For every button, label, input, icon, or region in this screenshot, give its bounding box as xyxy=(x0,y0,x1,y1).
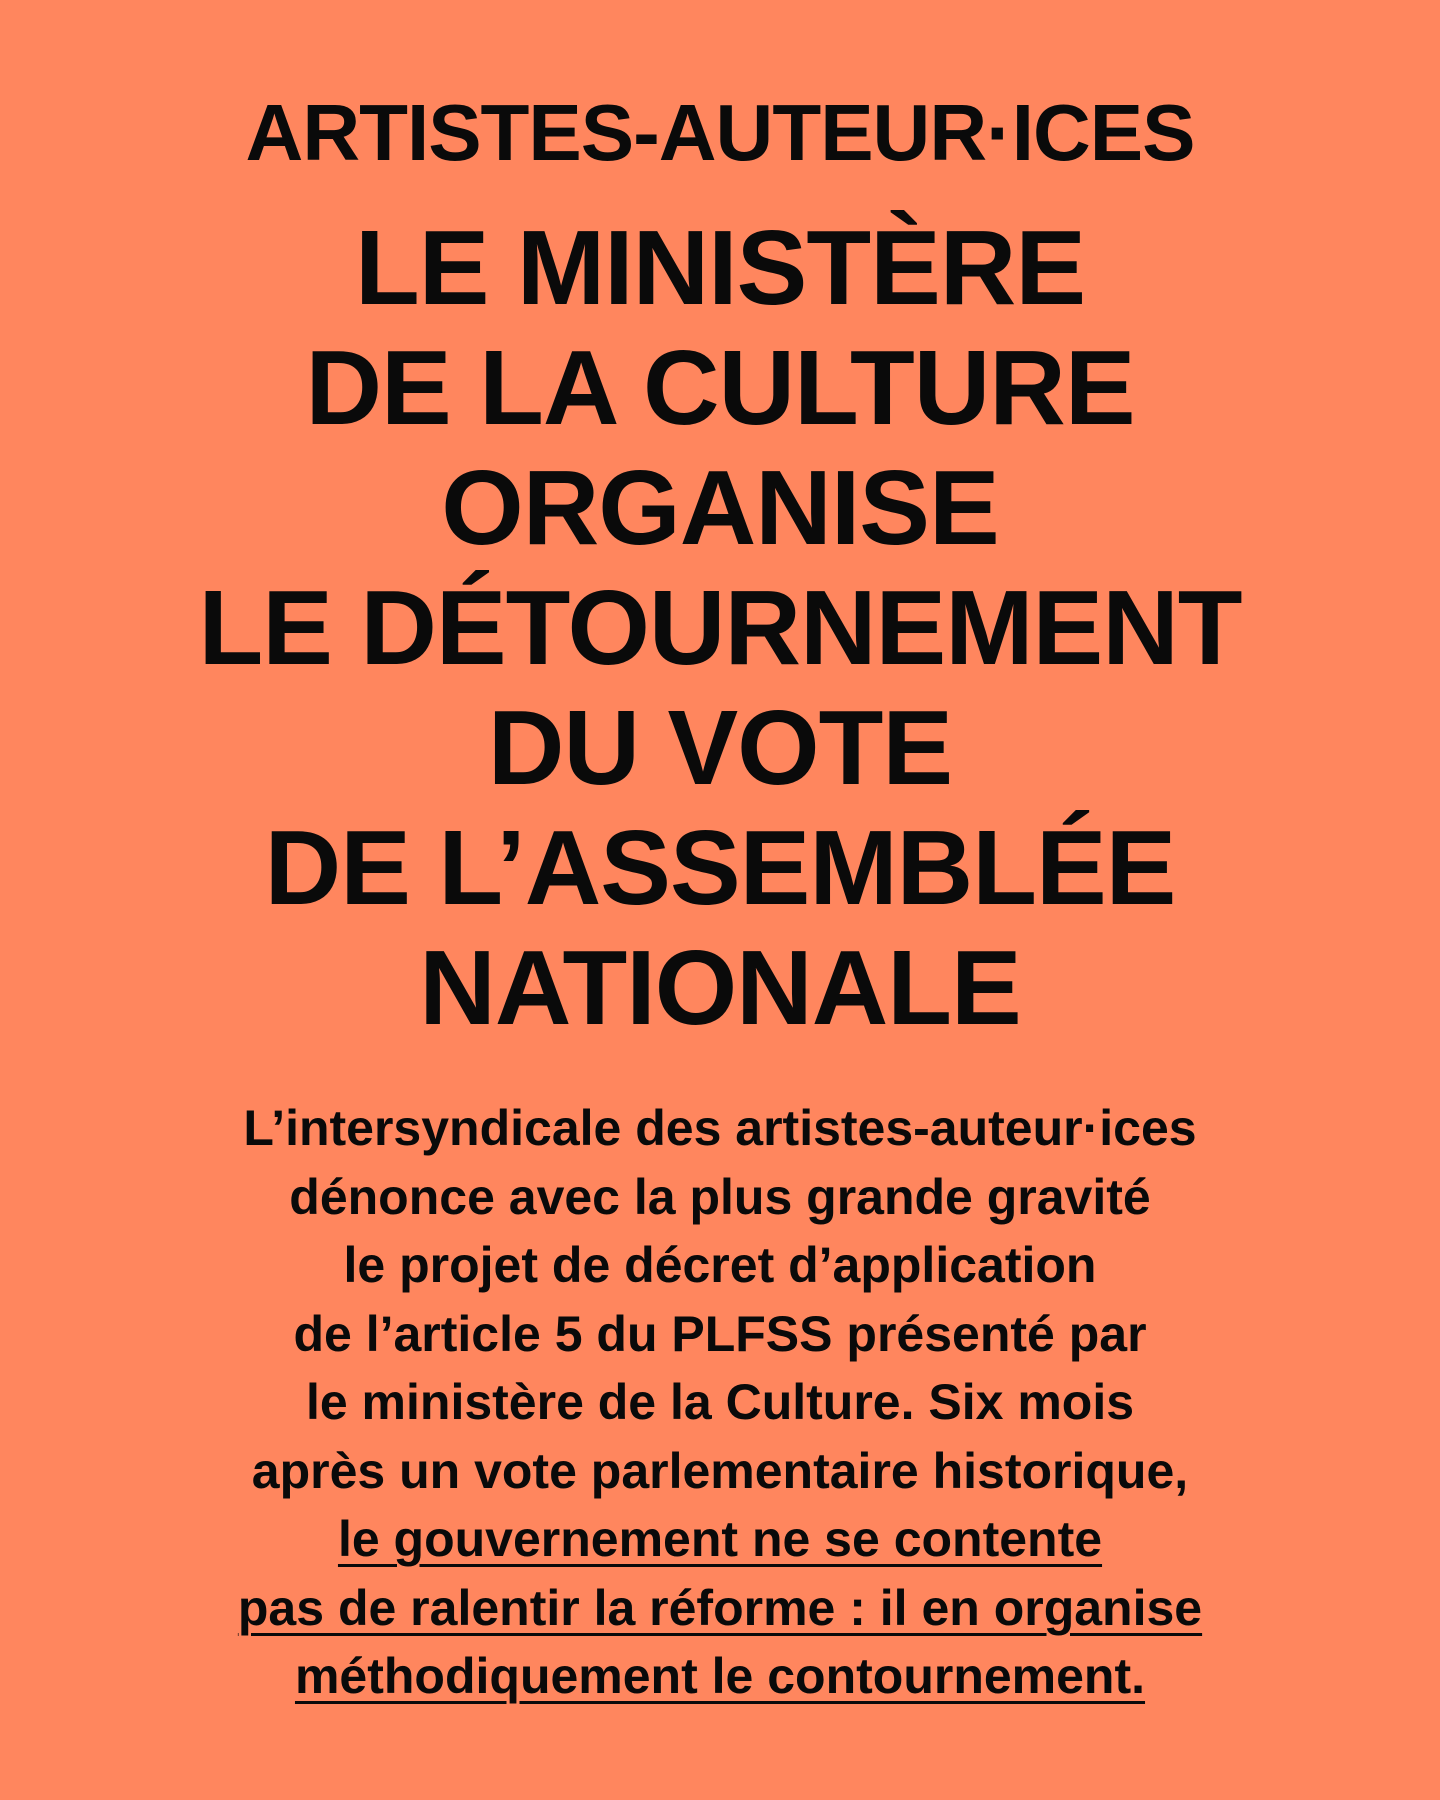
underlined-text: pas de ralentir la réforme : il en organise xyxy=(237,1579,1203,1636)
statement-line: le ministère de la Culture. Six mois xyxy=(305,1374,1135,1430)
headline-line: LE MINISTÈRE xyxy=(354,209,1086,327)
statement-emphasis-line xyxy=(0,1505,1440,1574)
headline-line: DE LA CULTURE xyxy=(305,329,1135,447)
statement-emphasis-line xyxy=(0,1574,1440,1643)
statement-line: de l’article 5 du PLFSS présenté par xyxy=(293,1305,1147,1362)
headline-line: ORGANISE xyxy=(441,449,999,567)
statement-line: L’intersyndicale des artistes-auteur·ices xyxy=(243,1100,1197,1156)
statement-line: dénonce avec la plus grande gravité xyxy=(289,1168,1151,1225)
headline-line: LE DÉTOURNEMENT xyxy=(198,569,1242,687)
underlined-text: le gouvernement ne se contente xyxy=(337,1511,1103,1567)
headline-line: DE L’ASSEMBLÉE xyxy=(264,809,1176,927)
underlined-text: méthodiquement le contournement. xyxy=(294,1648,1146,1704)
headline xyxy=(0,208,1440,1048)
kicker-heading: ARTISTES-AUTEUR·ICES xyxy=(245,88,1195,177)
statement-emphasis-line xyxy=(0,1642,1440,1711)
headline-line: DU VOTE xyxy=(487,689,953,807)
headline-line: NATIONALE xyxy=(419,929,1021,1047)
statement-line: après un vote parlementaire historique, xyxy=(251,1442,1189,1499)
statement-line: le projet de décret d’application xyxy=(343,1237,1097,1293)
statement-paragraph xyxy=(0,1094,1440,1711)
